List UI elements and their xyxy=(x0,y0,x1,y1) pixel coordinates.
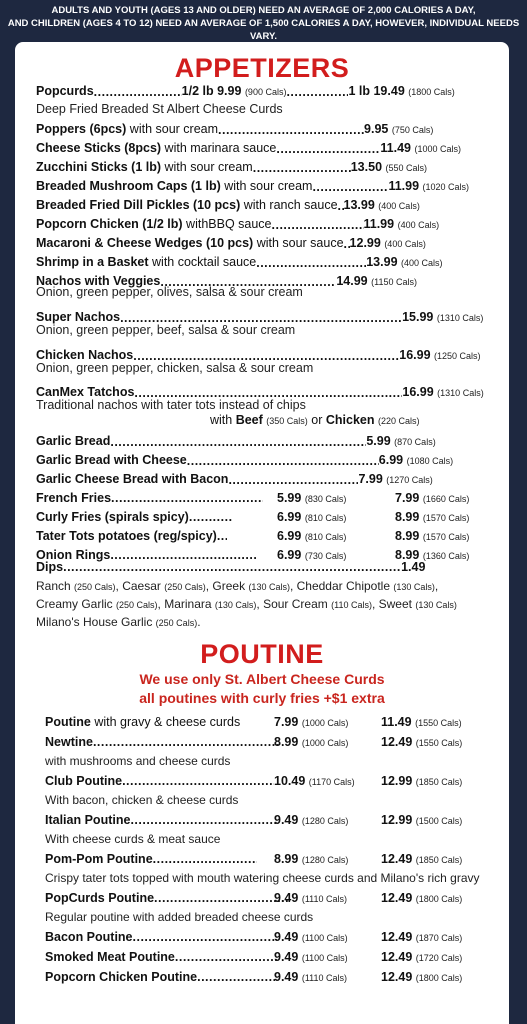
size-large xyxy=(381,713,462,732)
item-price: 8.99 xyxy=(274,852,299,866)
tatchos-options xyxy=(210,411,500,430)
item-calories: (400 Cals) xyxy=(378,201,420,211)
item-price: 8.99 xyxy=(274,735,299,749)
item-calories: (1850 Cals) xyxy=(415,777,463,787)
dip-name: , Sour Cream xyxy=(256,597,332,611)
item-calories: (830 Cals) xyxy=(304,494,347,504)
menu-item xyxy=(36,470,506,489)
item-calories: (1800 Cals) xyxy=(408,87,455,97)
size-regular xyxy=(277,508,346,527)
item-calories: (1000 Cals) xyxy=(301,738,349,748)
item-extra: withBBQ sauce xyxy=(182,217,272,231)
item-price: 11.49 xyxy=(381,715,412,729)
dip-name: , Caesar xyxy=(115,579,165,593)
item-calories: (400 Cals) xyxy=(384,239,426,249)
dip-name: , Cheddar Chipotle xyxy=(289,579,394,593)
item-calories: (1310 Cals) xyxy=(437,388,484,398)
item-description: Traditional nachos with tater tots instead of chips xyxy=(36,398,306,412)
item-price: 9.49 xyxy=(274,891,299,905)
item-price: 6.99 xyxy=(277,529,302,543)
item-name: Macaroni & Cheese Wedges (10 pcs) xyxy=(36,236,254,250)
size-large xyxy=(381,889,462,908)
item-price: 6.99 xyxy=(378,453,404,467)
item-extra: with ranch sauce xyxy=(240,198,338,212)
item-extra: with sour sauce xyxy=(253,236,344,250)
size-large xyxy=(395,527,469,546)
size-regular xyxy=(274,811,348,830)
item-price: 12.99 xyxy=(349,236,381,250)
dip-calories: (130 Cals) xyxy=(248,582,290,592)
item-name: Dips xyxy=(36,560,64,574)
item-description: Onion, green pepper, beef, salsa & sour cream xyxy=(36,323,296,337)
item-calories: (1000 Cals) xyxy=(414,144,461,154)
menu-item xyxy=(36,451,506,470)
menu-item xyxy=(45,889,505,908)
item-price: 1.49 xyxy=(401,560,426,574)
calorie-notice-line1: ADULTS AND YOUTH (AGES 13 AND OLDER) NEED AN AVERAGE OF 2,000 CALORIES A DAY, xyxy=(51,5,476,16)
item-price: 16.99 xyxy=(402,385,434,399)
item-price: 11.99 xyxy=(388,179,420,193)
item-name: Poppers (6pcs) xyxy=(36,122,127,136)
item-price: 11.99 xyxy=(363,217,395,231)
option-chicken-calories: (220 Cals) xyxy=(377,416,420,426)
item-price: 15.99 xyxy=(402,310,434,324)
item-price: 7.99 xyxy=(274,715,299,729)
item-calories: (870 Cals) xyxy=(394,437,436,447)
dip-calories: (130 Cals) xyxy=(393,582,435,592)
menu-item xyxy=(36,489,506,508)
item-calories: (900 Cals) xyxy=(244,87,287,97)
menu-item xyxy=(36,432,506,451)
item-name: Shrimp in a Basket xyxy=(36,255,149,269)
item-description: Crispy tater tots topped with mouth watering cheese curds and Milano's rich gravy xyxy=(45,871,480,885)
dip-calories: (130 Cals) xyxy=(214,600,257,610)
item-calories: (1660 Cals) xyxy=(422,494,470,504)
item-price: 12.49 xyxy=(381,852,413,866)
size-large xyxy=(395,489,469,508)
item-price: 8.99 xyxy=(395,529,420,543)
item-calories: (1550 Cals) xyxy=(415,718,462,728)
size-regular xyxy=(274,968,347,987)
item-name: Poutine xyxy=(45,715,91,729)
item-calories: (1800 Cals) xyxy=(415,973,463,983)
menu-item xyxy=(36,253,506,272)
menu-item xyxy=(45,733,505,752)
item-calories: (1100 Cals) xyxy=(301,953,348,963)
item-name: Smoked Meat Poutine xyxy=(45,950,175,964)
item-name: Super Nachos xyxy=(36,310,121,324)
poutine-subtitle-curds: We use only St. Albert Cheese Curds xyxy=(139,671,385,687)
item-price: 7.99 xyxy=(358,472,383,486)
menu-item xyxy=(36,139,506,158)
size-regular xyxy=(274,713,348,732)
item-name: PopCurds Poutine xyxy=(45,891,155,905)
option-prefix: with xyxy=(210,413,236,427)
item-price: 9.49 xyxy=(274,970,299,984)
dip-line xyxy=(36,613,201,632)
size-regular xyxy=(277,527,346,546)
appetizers-title: APPETIZERS xyxy=(174,53,350,83)
item-price: 12.49 xyxy=(381,970,413,984)
menu-item xyxy=(36,120,506,139)
item-calories: (1800 Cals) xyxy=(415,894,463,904)
item-calories: (750 Cals) xyxy=(391,125,434,135)
item-name: Bacon Poutine xyxy=(45,930,133,944)
item-calories: (1110 Cals) xyxy=(301,973,348,983)
dip-name: Ranch xyxy=(36,579,75,593)
item-price: 9.99 xyxy=(217,84,242,98)
menu-item xyxy=(36,158,506,177)
item-price: 11.49 xyxy=(380,141,411,155)
item-calories: (1000 Cals) xyxy=(301,718,349,728)
item-name: Cheese Sticks (8pcs) xyxy=(36,141,162,155)
item-price: 14.99 xyxy=(336,274,368,288)
item-price: 9.49 xyxy=(274,930,299,944)
item-description: with mushrooms and cheese curds xyxy=(45,754,231,768)
option-or: or xyxy=(307,413,326,427)
item-name: Garlic Bread xyxy=(36,434,111,448)
item-name: Onion Rings xyxy=(36,548,111,562)
size-large xyxy=(381,850,462,869)
item-name: CanMex Tatchos xyxy=(36,385,135,399)
calorie-notice xyxy=(0,4,527,43)
size-regular xyxy=(274,889,347,908)
size-large xyxy=(381,772,462,791)
option-beef: Beef xyxy=(235,413,263,427)
item-calories: (1550 Cals) xyxy=(415,738,463,748)
item-price: 9.49 xyxy=(274,813,299,827)
item-calories: (550 Cals) xyxy=(385,163,428,173)
size-large xyxy=(381,811,462,830)
item-name: Pom-Pom Poutine xyxy=(45,852,153,866)
item-description: With cheese curds & meat sauce xyxy=(45,832,221,846)
item-name: Italian Poutine xyxy=(45,813,131,827)
item-calories: (1250 Cals) xyxy=(434,351,481,361)
item-extra: with marinara sauce xyxy=(161,141,277,155)
item-price: 5.99 xyxy=(277,491,302,505)
dip-name: , Marinara xyxy=(157,597,215,611)
size-large xyxy=(381,733,462,752)
menu-item xyxy=(36,527,506,546)
item-name: Tater Tots potatoes (reg/spicy) xyxy=(36,529,217,543)
item-price: 8.99 xyxy=(395,548,420,562)
option-chicken: Chicken xyxy=(325,413,375,427)
dip-name: , Greek xyxy=(205,579,249,593)
item-price: 12.49 xyxy=(381,891,413,905)
item-calories: (400 Cals) xyxy=(401,258,443,268)
item-calories: (1270 Cals) xyxy=(386,475,433,485)
menu-item-dips xyxy=(36,558,436,577)
item-price: 8.99 xyxy=(395,510,420,524)
item-price: 9.95 xyxy=(364,122,389,136)
item-calories: (810 Cals) xyxy=(304,532,347,542)
size-large xyxy=(381,928,462,947)
item-price: 10.49 xyxy=(274,774,306,788)
size-large xyxy=(381,968,462,987)
item-name: Garlic Cheese Bread with Bacon xyxy=(36,472,229,486)
item-price: 12.99 xyxy=(381,813,413,827)
item-name: Newtine xyxy=(45,735,93,749)
item-calories: (400 Cals) xyxy=(397,220,440,230)
size-regular xyxy=(274,850,348,869)
menu-panel xyxy=(15,42,509,1024)
size-regular xyxy=(274,928,348,947)
item-extra: with sour cream xyxy=(161,160,253,174)
size-regular xyxy=(274,948,348,967)
item-calories: (1280 Cals) xyxy=(301,816,349,826)
item-calories: (1720 Cals) xyxy=(415,953,463,963)
menu-item xyxy=(45,928,505,947)
menu-item xyxy=(36,234,506,253)
item-calories: (1360 Cals) xyxy=(422,551,470,561)
poutine-subtitle-curly: all poutines with curly fries +$1 extra xyxy=(139,690,385,706)
item-extra: with sour cream xyxy=(220,179,313,193)
menu-item xyxy=(45,713,505,732)
size-regular xyxy=(274,772,355,791)
item-price: 6.99 xyxy=(277,548,302,562)
item-description: Deep Fried Breaded St Albert Cheese Curds xyxy=(36,102,283,116)
dip-calories: (250 Cals) xyxy=(164,582,206,592)
dip-calories: (110 Cals) xyxy=(331,600,372,610)
item-calories: (1110 Cals) xyxy=(301,894,348,904)
item-size: 1 lb xyxy=(348,84,370,98)
item-description: Onion, green pepper, chicken, salsa & sour cream xyxy=(36,361,314,375)
item-calories: (1310 Cals) xyxy=(436,313,484,323)
item-price: 6.99 xyxy=(277,510,302,524)
item-price: 19.49 xyxy=(373,84,405,98)
dip-line xyxy=(36,595,457,614)
item-calories: (1500 Cals) xyxy=(415,816,463,826)
item-price: 9.49 xyxy=(274,950,299,964)
item-description: Regular poutine with added breaded cheese curds xyxy=(45,910,314,924)
item-price: 7.99 xyxy=(395,491,420,505)
item-price: 12.49 xyxy=(381,950,413,964)
menu-item xyxy=(45,968,505,987)
item-name: Curly Fries (spirals spicy) xyxy=(36,510,189,524)
item-calories: (1150 Cals) xyxy=(371,277,417,287)
menu-item-popcurds xyxy=(36,82,506,101)
item-name: Zucchini Sticks (1 lb) xyxy=(36,160,162,174)
dip-line xyxy=(36,577,438,596)
item-description: With bacon, chicken & cheese curds xyxy=(45,793,239,807)
dip-calories: (250 Cals) xyxy=(155,618,198,628)
item-name: Popcurds xyxy=(36,84,94,98)
menu-item xyxy=(45,811,505,830)
item-price: 12.49 xyxy=(381,735,413,749)
item-price: 12.99 xyxy=(381,774,413,788)
item-extra: with cocktail sauce xyxy=(148,255,257,269)
item-calories: (1280 Cals) xyxy=(301,855,349,865)
dip-name: . xyxy=(197,615,201,629)
item-extra: with sour cream xyxy=(126,122,219,136)
item-price: 16.99 xyxy=(399,348,431,362)
menu-item xyxy=(45,772,505,791)
size-large xyxy=(395,508,469,527)
size-regular xyxy=(274,733,348,752)
size-large xyxy=(381,948,462,967)
item-extra: with gravy & cheese curds xyxy=(90,715,241,729)
item-price: 12.49 xyxy=(381,930,413,944)
item-description: Onion, green pepper, olives, salsa & sour cream xyxy=(36,285,303,299)
item-name: Breaded Fried Dill Pickles (10 pcs) xyxy=(36,198,241,212)
item-name: Popcorn Chicken (1/2 lb) xyxy=(36,217,183,231)
dip-calories: (250 Cals) xyxy=(116,600,158,610)
dip-calories: (130 Cals) xyxy=(415,600,457,610)
item-name: Chicken Nachos xyxy=(36,348,134,362)
menu-item xyxy=(45,948,505,967)
item-name: Club Poutine xyxy=(45,774,123,788)
item-price: 13.50 xyxy=(350,160,383,174)
item-price: 13.99 xyxy=(366,255,398,269)
item-price: 13.99 xyxy=(343,198,375,212)
item-calories: (1080 Cals) xyxy=(406,456,454,466)
calorie-notice-line2: AND CHILDREN (AGES 4 TO 12) NEED AN AVERAGE OF 1,500 CALORIES A DAY, HOWEVER, INDIVIDUAL NEEDS VARY. xyxy=(7,18,520,42)
size-regular xyxy=(277,489,346,508)
dip-name: Creamy Garlic xyxy=(36,597,117,611)
item-calories: (730 Cals) xyxy=(304,551,347,561)
item-calories: (1570 Cals) xyxy=(422,513,470,523)
item-name: French Fries xyxy=(36,491,112,505)
item-name: Nachos with Veggies xyxy=(36,274,161,288)
item-name: Popcorn Chicken Poutine xyxy=(45,970,198,984)
menu-item xyxy=(45,850,505,869)
dip-name: , xyxy=(434,579,439,593)
menu-item xyxy=(36,177,506,196)
item-name: Garlic Bread with Cheese xyxy=(36,453,187,467)
menu-item xyxy=(36,508,506,527)
item-calories: (1100 Cals) xyxy=(301,933,348,943)
dip-name: , Sweet xyxy=(371,597,416,611)
item-name: Breaded Mushroom Caps (1 lb) xyxy=(36,179,221,193)
menu-item xyxy=(36,215,506,234)
item-calories: (1570 Cals) xyxy=(422,532,470,542)
poutine-title: POUTINE xyxy=(200,639,324,669)
option-beef-calories: (350 Cals) xyxy=(266,416,308,426)
item-calories: (1870 Cals) xyxy=(415,933,463,943)
item-price: 5.99 xyxy=(366,434,391,448)
item-calories: (1850 Cals) xyxy=(415,855,463,865)
dip-calories: (250 Cals) xyxy=(74,582,116,592)
item-size: 1/2 lb xyxy=(181,84,214,98)
menu-item xyxy=(36,196,506,215)
item-calories: (1020 Cals) xyxy=(422,182,470,192)
dip-name: Milano's House Garlic xyxy=(36,615,156,629)
item-calories: (810 Cals) xyxy=(304,513,347,523)
item-calories: (1170 Cals) xyxy=(308,777,355,787)
